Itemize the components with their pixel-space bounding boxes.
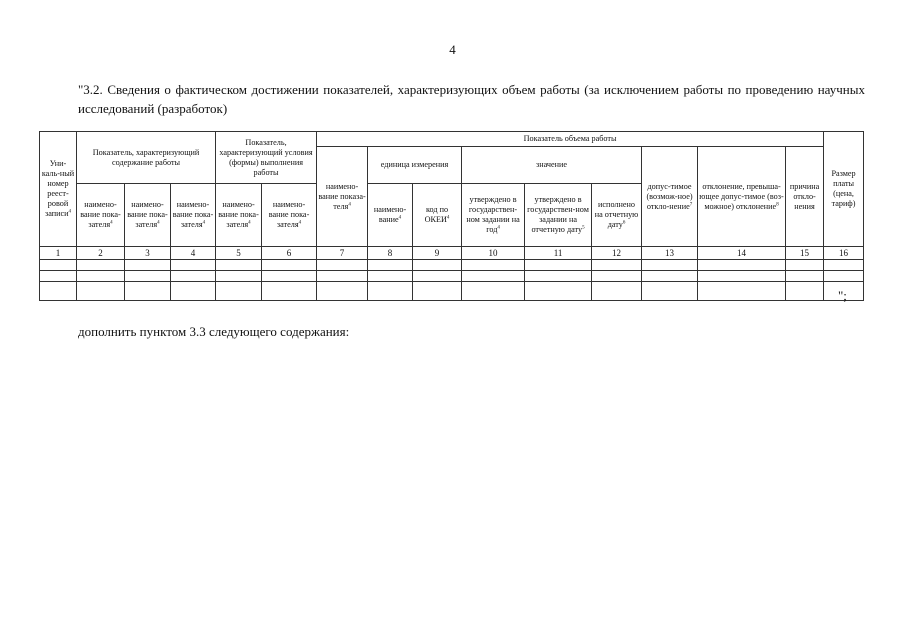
subheader-approved-year: утверждено в государствен-ном задании на год$^4$ <box>462 184 525 247</box>
header-conditions-indicator: Показатель, характеризующий условия (формы) выполнения работы <box>216 132 317 184</box>
column-number: 7 <box>317 247 368 260</box>
table-row <box>40 260 864 271</box>
column-number: 3 <box>125 247 171 260</box>
column-number: 13 <box>642 247 698 260</box>
column-number: 6 <box>262 247 317 260</box>
column-number: 14 <box>698 247 786 260</box>
subheader-content-indicator-2: наимено-вание пока-зателя$^4$ <box>125 184 171 247</box>
page-number: 4 <box>449 42 456 57</box>
subheader-content-indicator-3: наимено-вание пока-зателя$^4$ <box>171 184 216 247</box>
header-exceeding-deviation: отклонение, превыша-ющее допус-тимое (воз-можное) отклонение$^8$ <box>698 147 786 247</box>
header-unique-record-number: Уни-каль-ный номер реест-ровой записи$^4$ <box>40 132 77 247</box>
subheader-content-indicator-1: наимено-вание пока-зателя$^4$ <box>77 184 125 247</box>
header-allowed-deviation: допус-тимое (возмож-ное) откло-нение$^7$ <box>642 147 698 247</box>
column-number: 15 <box>786 247 824 260</box>
column-number: 8 <box>368 247 413 260</box>
subheader-okei-code: код по ОКЕИ$^4$ <box>413 184 462 247</box>
subheader-conditions-indicator-1: наимено-вание пока-зателя$^4$ <box>216 184 262 247</box>
column-number: 1 <box>40 247 77 260</box>
column-number: 4 <box>171 247 216 260</box>
header-value: значение <box>462 147 642 184</box>
table-row <box>40 271 864 282</box>
subheader-unit-name: наимено-вание$^4$ <box>368 184 413 247</box>
header-volume-indicator: Показатель объема работы <box>317 132 824 147</box>
column-number: 2 <box>77 247 125 260</box>
column-number: 5 <box>216 247 262 260</box>
subheader-conditions-indicator-2: наимено-вание пока-зателя$^4$ <box>262 184 317 247</box>
header-fee-size: Размер платы (цена, тариф) <box>824 132 864 247</box>
column-number: 16 <box>824 247 864 260</box>
closing-quote: "; <box>838 288 847 303</box>
subheader-approved-report-date: утверждено в государствен-ном задании на отчетную дату$^5$ <box>525 184 592 247</box>
table-row <box>40 282 864 301</box>
column-number: 12 <box>592 247 642 260</box>
subheader-executed-report-date: исполнено на отчетную дату$^6$ <box>592 184 642 247</box>
section-heading-paragraph: "3.2. Сведения о фактическом достижении показателей, характеризующих объем работы (за исключением работы по проведению научных исследований (разработок) <box>78 82 865 116</box>
work-volume-table <box>39 131 864 301</box>
addendum-paragraph: дополнить пунктом 3.3 следующего содержания: <box>78 324 350 339</box>
column-number: 11 <box>525 247 592 260</box>
column-number: 9 <box>413 247 462 260</box>
header-unit-of-measure: единица измерения <box>368 147 462 184</box>
column-number: 10 <box>462 247 525 260</box>
header-content-indicator: Показатель, характеризующий содержание работы <box>77 132 216 184</box>
header-indicator-name: наимено-вание показа-теля$^4$ <box>317 147 368 247</box>
header-deviation-reason: причина откло-нения <box>786 147 824 247</box>
